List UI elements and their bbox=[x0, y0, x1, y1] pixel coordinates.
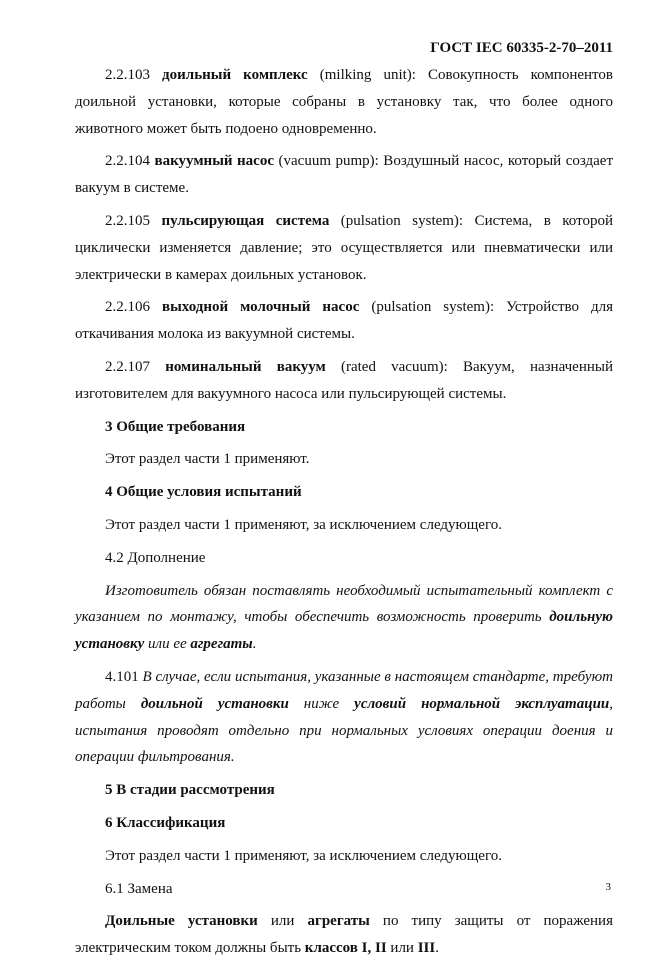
term: агрегаты bbox=[190, 636, 253, 653]
section-6-1-body: Доильные установки или агрегаты по типу защиты от поражения электрическим током должны быть классов I, II или III. bbox=[75, 913, 613, 957]
page-number: 3 bbox=[605, 881, 611, 893]
term: доильной установки bbox=[140, 695, 289, 712]
definition-2-2-106: 2.2.106 выходной молочный насос (pulsation system): Устройство для откачивания молока из вакуумной системы. bbox=[75, 299, 613, 343]
term: вакуумный насос bbox=[154, 153, 275, 170]
term: Доильные установки bbox=[105, 913, 258, 930]
term: номинальный вакуум bbox=[165, 358, 326, 375]
definition-2-2-104: 2.2.104 вакуумный насос (vacuum pump): Воздушный насос, который создает вакуум в системе. bbox=[75, 153, 614, 197]
section-3-text: Этот раздел части 1 применяют. bbox=[105, 451, 310, 468]
section-5-heading: 5 В стадии рассмотрения bbox=[105, 782, 275, 799]
section-4-heading: 4 Общие условия испытаний bbox=[105, 484, 302, 501]
term: доильный комплекс bbox=[162, 67, 308, 83]
section-3-heading: 3 Общие требования bbox=[105, 418, 246, 435]
term: агрегаты bbox=[307, 913, 370, 930]
section-6-text: Этот раздел части 1 применяют, за исключением следующего. bbox=[105, 847, 502, 864]
document-body bbox=[75, 62, 613, 962]
subsection-4-2: 4.2 Дополнение bbox=[105, 549, 206, 566]
term: условий нормальной эксплуатации bbox=[354, 695, 610, 712]
doc-code-header: ГОСТ IEC 60335-2-70–2011 bbox=[430, 40, 613, 56]
section-4-text: Этот раздел части 1 применяют, за исключением следующего. bbox=[105, 516, 502, 533]
term: пульсирующая система bbox=[161, 212, 330, 229]
definition-2-2-103: 2.2.103 доильный комплекс (milking unit): Совокупность компонентов доильной установки, которые собраны в установку так, что более одного животного может быть подоено одновременно. bbox=[75, 67, 613, 137]
term: классов I, II bbox=[304, 940, 387, 957]
term: доильную установку bbox=[75, 609, 613, 653]
section-4-101-body: 4.101 В случае, если испытания, указанные в настоящем стандарте, требуют работы доильной установки ниже условий нормальной эксплуатации, испытания проводят отдельно при нормальных условиях операции доения и операции фильтрования. bbox=[75, 668, 614, 766]
section-4-2-body: Изготовитель обязан поставлять необходимый испытательный комплект с указанием по монтажу, чтобы обеспечить возможность проверить доильную установку или ее агрегаты. bbox=[75, 582, 613, 653]
definition-2-2-107: 2.2.107 номинальный вакуум (rated vacuum): Вакуум, назначенный изготовителем для вакуумного насоса или пульсирующей системы. bbox=[75, 358, 613, 402]
section-6-heading: 6 Классификация bbox=[105, 814, 226, 831]
definition-2-2-105: 2.2.105 пульсирующая система (pulsation system): Система, в которой циклически изменяется давление; это осуществляется или пневматически или электрически в камерах доильных установок. bbox=[75, 212, 613, 283]
term: выходной молочный насос bbox=[161, 299, 360, 316]
term: III bbox=[417, 940, 436, 957]
subsection-6-1: 6.1 Замена bbox=[105, 880, 173, 897]
